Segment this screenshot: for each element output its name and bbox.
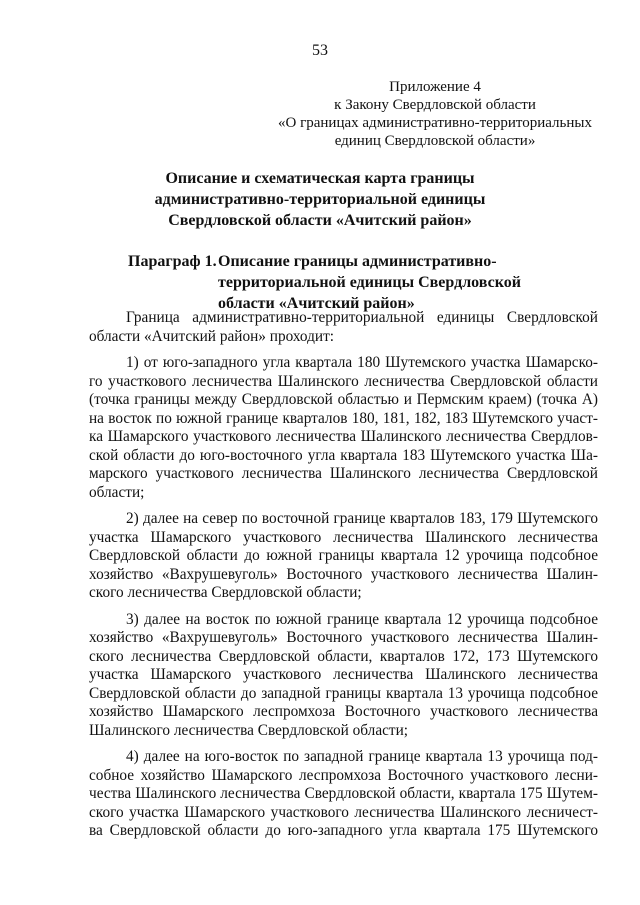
- body-line: Свердловской области до западной границы квартала 13 урочища подсобное: [89, 684, 598, 702]
- paragraph-heading-line: области «Ачитский район»: [218, 295, 415, 312]
- body-line: участка Шамарского участкового лесничества Шалинского лесничества: [89, 528, 598, 546]
- body-paragraph: [89, 611, 598, 741]
- body-line: (точка границы между Свердловской областью и Пермским краем) (точка А): [89, 391, 598, 408]
- body-line: области;: [89, 483, 145, 501]
- body-text: [89, 309, 598, 849]
- paragraph-heading-line: Описание границы административно-: [218, 253, 497, 270]
- body-line: хозяйство «Вахрушевуголь» Восточного участкового лесничества Шалин-: [89, 565, 598, 583]
- appendix-line: «О границах административно-территориальных: [278, 115, 592, 131]
- title-line: административно-территориальной единицы: [154, 191, 486, 208]
- body-paragraph: [89, 354, 598, 502]
- body-line: ского участка Шамарского участкового лесничества Шалинского лесничест-: [89, 803, 598, 821]
- paragraph-label: Параграф 1.: [128, 253, 217, 270]
- body-paragraph: [89, 510, 598, 603]
- paragraph-heading-lines: [218, 251, 521, 314]
- body-line: Шалинского лесничества Свердловской области;: [89, 721, 409, 739]
- body-line: хозяйство «Вахрушевуголь» Восточного участкового лесничества Шалин-: [89, 629, 598, 646]
- document-title: [0, 168, 640, 231]
- body-paragraph: [89, 748, 598, 841]
- body-line: го участкового лесничества Шалинского лесничества Свердловской области: [89, 372, 598, 390]
- body-line: 2) далее на север по восточной границе кварталов 183, 179 Шутемского: [126, 510, 598, 527]
- appendix-header: [270, 78, 600, 150]
- appendix-line: Приложение 4: [389, 79, 481, 95]
- body-line: собное хозяйство Шамарского леспромхоза Восточного участкового лесни-: [89, 766, 598, 784]
- body-line: ва Свердловской области до юго-западного угла квартала 175 Шутемского: [89, 822, 598, 839]
- title-line: Описание и схематическая карта границы: [165, 170, 475, 187]
- body-line: ка Шамарского участкового лесничества Шалинского лесничества Свердлов-: [89, 428, 598, 445]
- appendix-line: к Закону Свердловской области: [334, 97, 536, 113]
- body-line: участка Шамарского участкового лесничества Шалинского лесничества: [89, 666, 598, 683]
- body-line: марского участкового лесничества Шалинского лесничества Свердловской: [89, 465, 598, 482]
- body-line: на восток по южной границе кварталов 180, 181, 182, 183 Шутемского участ-: [89, 409, 598, 427]
- body-line: хозяйство Шамарского леспромхоза Восточного участкового лесничества: [89, 703, 598, 720]
- paragraph-heading-line: территориальной единицы Свердловской: [218, 274, 521, 291]
- body-line: 1) от юго-западного угла квартала 180 Шутемского участка Шамарско-: [126, 354, 598, 371]
- body-line: ской области до юго-восточного угла квартала 183 Шутемского участка Ша-: [89, 446, 598, 464]
- body-line: чества Шалинского лесничества Свердловской области, квартала 175 Шутем-: [89, 785, 598, 802]
- page-number: 53: [312, 42, 328, 59]
- body-line: Свердловской области до южной границы квартала 12 урочища подсобное: [89, 547, 598, 564]
- body-line: ского лесничества Свердловской области, кварталов 172, 173 Шутемского: [89, 647, 598, 665]
- body-line: области «Ачитский район» проходит:: [89, 327, 335, 345]
- body-line: Граница административно-территориальной единицы Свердловской: [126, 309, 598, 326]
- body-line: 3) далее на восток по южной границе квартала 12 урочища подсобное: [126, 610, 598, 628]
- appendix-line: единиц Свердловской области»: [334, 133, 536, 149]
- title-line: Свердловской области «Ачитский район»: [168, 212, 472, 229]
- body-line: ского лесничества Свердловской области;: [89, 584, 362, 601]
- body-paragraph: [89, 309, 598, 346]
- body-line: 4) далее на юго-восток по западной границе квартала 13 урочища под-: [126, 748, 598, 765]
